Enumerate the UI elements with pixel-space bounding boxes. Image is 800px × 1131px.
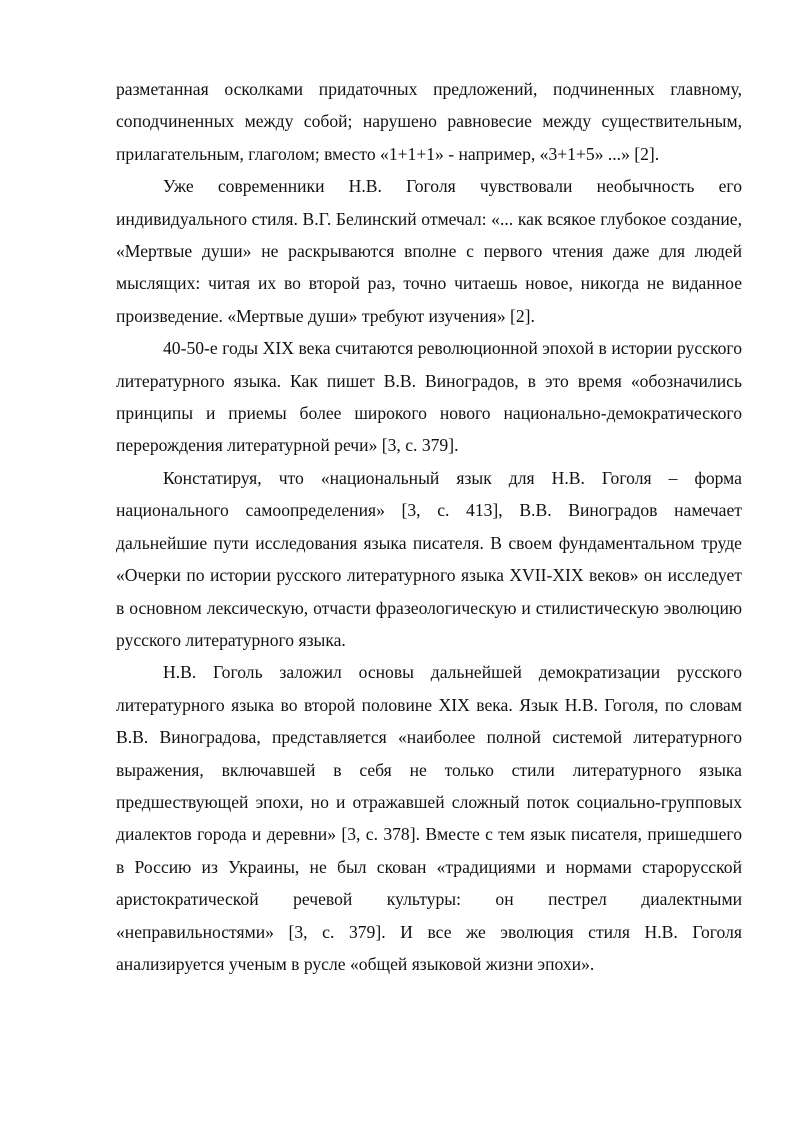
document-page <box>116 73 742 980</box>
paragraph-democratization: Н.В. Гоголь заложил основы дальнейшей демократизации русского литературного языка во второй половине XIX века. Язык Н.В. Гоголя, по словам В.В. Виноградова, представляется «наиболее полной системой литературного выражения, включавшей в себя не только стили литературного языка предшествующей эпохи, но и отражавшей сложный поток социально-групповых диалектов города и деревни» [3, с. 378]. Вместе с тем язык писателя, пришедшего в Россию из Украины, не был скован «традициями и нормами старорусской аристократической речевой культуры: он пестрел диалектными «неправильностями» [3, с. 379]. И все же эволюция стиля Н.В. Гоголя анализируется ученым в русле «общей языковой жизни эпохи». <box>116 662 742 974</box>
paragraph-continued: разметанная осколками придаточных предложений, подчиненных главному, соподчиненных между собой; нарушено равновесие между существительным, прилагательным, глаголом; вместо «1+1+1» - например, «3+1+5» ...» [2]. <box>116 79 742 164</box>
paragraph-national-language: Констатируя, что «национальный язык для Н.В. Гоголя – форма национального самоопределения» [3, с. 413], В.В. Виноградов намечает дальнейшие пути исследования языка писателя. В своем фундаментальном труде «Очерки по истории русского литературного языка XVII-XIX веков» он исследует в основном лексическую, отчасти фразеологическую и стилистическую эволюцию русского литературного языка. <box>116 467 742 650</box>
paragraph-belinsky: Уже современники Н.В. Гоголя чувствовали необычность его индивидуального стиля. В.Г. Белинский отмечал: «... как всякое глубокое создание, «Мертвые души» не раскрываются вполне с первого чтения даже для людей мыслящих: читая их во второй раз, точно читаешь новое, никогда не виданное произведение. «Мертвые души» требуют изучения» [2]. <box>116 176 742 326</box>
paragraph-revolutionary-epoch: 40-50-е годы XIX века считаются революционной эпохой в истории русского литературного языка. Как пишет В.В. Виноградов, в это время «обозначились принципы и приемы более широкого нового национально-демократического перерождения литературной речи» [3, с. 379]. <box>116 338 742 456</box>
